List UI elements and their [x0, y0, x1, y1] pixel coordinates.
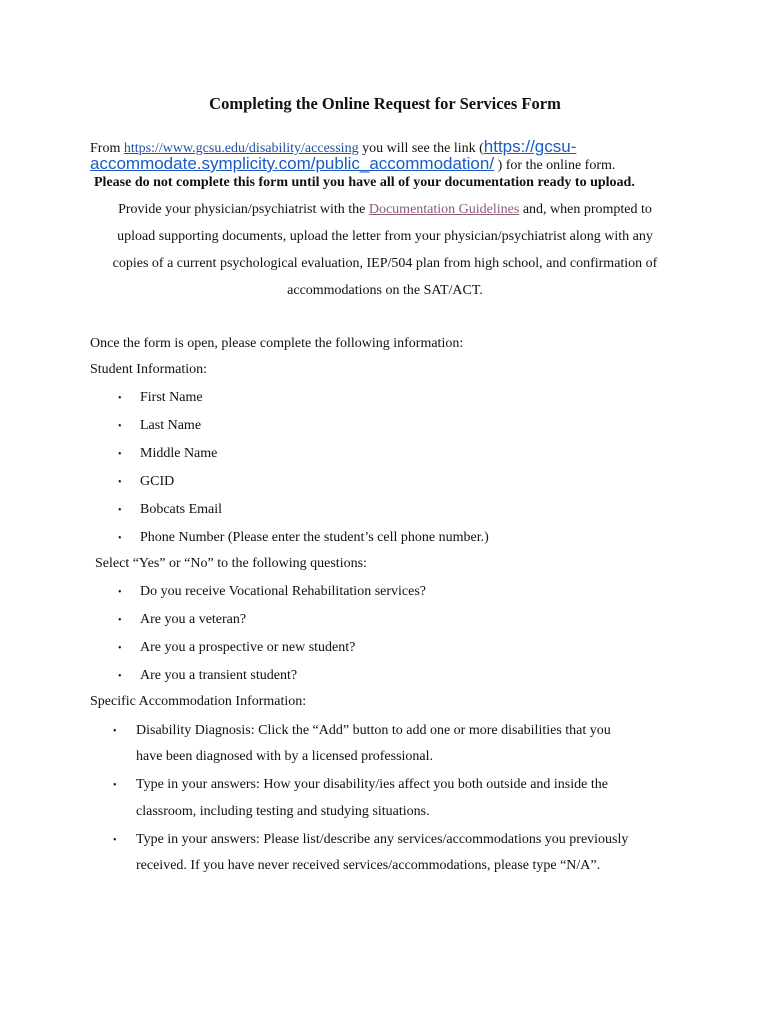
list-item: Do you receive Vocational Rehabilitation services? — [140, 584, 427, 599]
gcsu-accessing-link[interactable]: https://www.gcsu.edu/disability/accessing — [123, 141, 359, 156]
list-item-line-2: have been diagnosed with by a licensed professional. — [136, 749, 434, 764]
list-item-line-2: classroom, including testing and studying situations. — [136, 804, 430, 819]
yesno-heading: Select “Yes” or “No” to the following questions: — [95, 556, 367, 571]
symplicity-link-part-1[interactable]: https://gcsu- — [483, 137, 577, 156]
list-item: Are you a transient student? — [140, 668, 298, 683]
bullet-icon: • — [118, 505, 122, 516]
bullet-icon: • — [118, 533, 122, 544]
documentation-guidelines-link[interactable]: Documentation Guidelines — [368, 202, 520, 217]
para-line-1 — [0, 202, 770, 218]
para-line-1-post: and, when prompted to — [519, 202, 652, 217]
bullet-icon: • — [113, 780, 117, 791]
intro-line-2 — [90, 154, 615, 174]
bullet-icon: • — [118, 421, 122, 432]
para-line-4: accommodations on the SAT/ACT. — [287, 283, 483, 298]
bullet-icon: • — [118, 643, 122, 654]
list-item-line-1: Type in your answers: Please list/describe any services/accommodations you previously — [136, 832, 629, 847]
intro-prefix: From — [90, 141, 124, 156]
list-item: Bobcats Email — [140, 502, 223, 517]
bullet-icon: • — [118, 587, 122, 598]
intro-suffix: ) for the online form. — [494, 158, 616, 173]
bullet-icon: • — [118, 393, 122, 404]
page-title: Completing the Online Request for Services Form — [209, 94, 561, 113]
bullet-icon: • — [118, 671, 122, 682]
list-item-line-1: Disability Diagnosis: Click the “Add” button to add one or more disabilities that you — [136, 723, 611, 738]
list-item: First Name — [140, 390, 203, 405]
list-item: Are you a veteran? — [140, 612, 247, 627]
bullet-icon: • — [118, 477, 122, 488]
para-line-2: upload supporting documents, upload the letter from your physician/psychiatrist along with any — [117, 229, 653, 244]
bullet-icon: • — [118, 615, 122, 626]
list-item: Middle Name — [140, 446, 218, 461]
para-line-3: copies of a current psychological evaluation, IEP/504 plan from high school, and confirmation of — [112, 256, 658, 271]
list-item: Last Name — [140, 418, 202, 433]
list-item: Phone Number (Please enter the student’s cell phone number.) — [140, 530, 489, 545]
documentation-warning: Please do not complete this form until you have all of your documentation ready to upload. — [94, 175, 635, 190]
symplicity-link-part-2[interactable]: accommodate.symplicity.com/public_accommodation/ — [90, 154, 495, 173]
bullet-icon: • — [118, 449, 122, 460]
list-item-line-1: Type in your answers: How your disability/ies affect you both outside and inside the — [136, 777, 608, 792]
intro-mid: you will see the link ( — [358, 141, 484, 156]
list-item-line-2: received. If you have never received services/accommodations, please type “N/A”. — [136, 858, 601, 873]
para-line-1-pre: Provide your physician/psychiatrist with the — [118, 202, 369, 217]
accommodation-heading: Specific Accommodation Information: — [90, 694, 307, 709]
bullet-icon: • — [113, 835, 117, 846]
list-item: GCID — [140, 474, 175, 489]
list-item: Are you a prospective or new student? — [140, 640, 356, 655]
bullet-icon: • — [113, 726, 117, 737]
once-open-text: Once the form is open, please complete the following information: — [90, 336, 464, 351]
student-info-heading: Student Information: — [90, 362, 208, 377]
